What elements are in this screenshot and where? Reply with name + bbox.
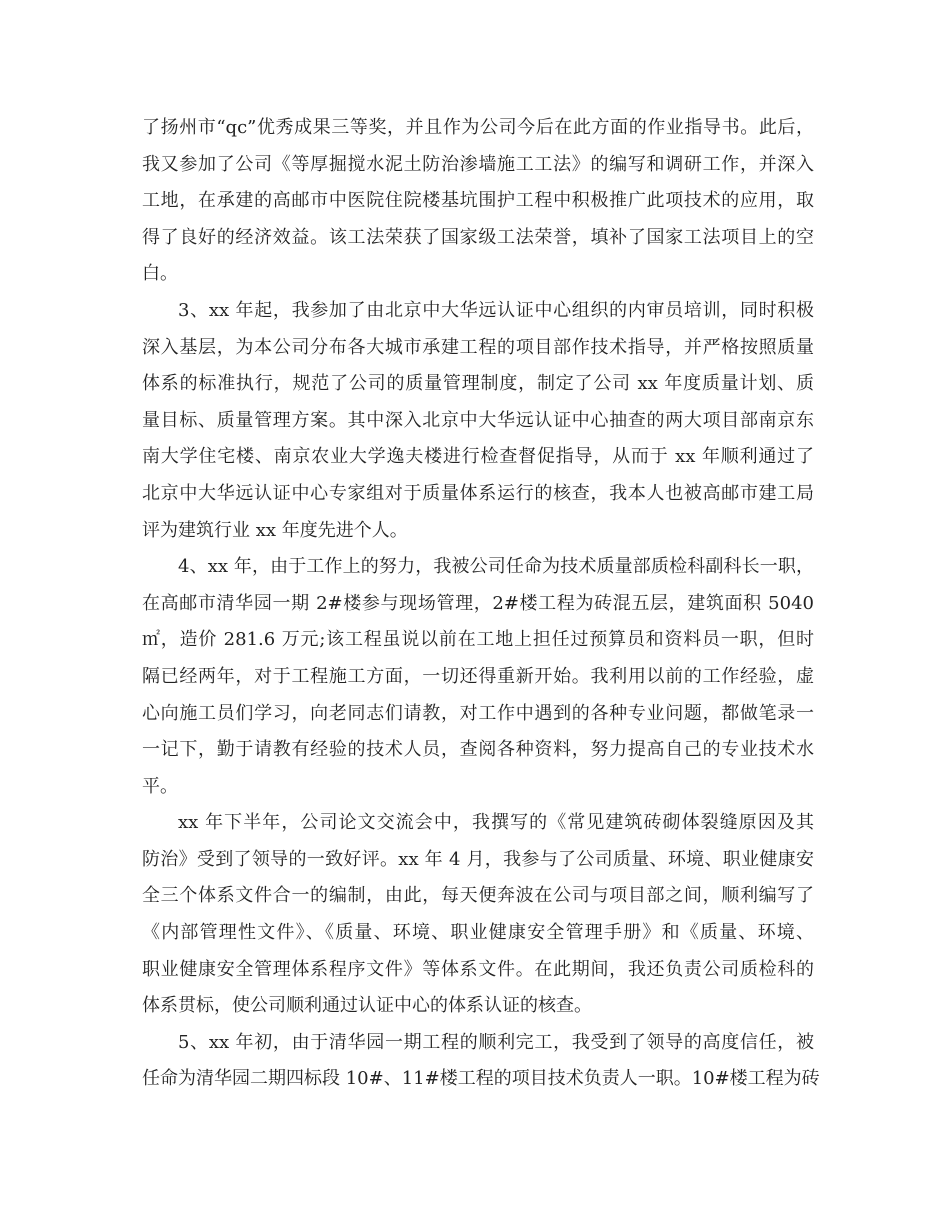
paragraph-line: 评为建筑行业 xx 年度先进个人。: [142, 519, 408, 541]
paragraph-first-line: 3、xx 年起，我参加了由北京中大华远认证中心组织的内审员培训，同时积极: [178, 299, 814, 321]
paragraph-line: 隔已经两年，对于工程施工方面，一切还得重新开始。我利用以前的工作经验，虚: [142, 665, 814, 687]
paragraph-line: 在高邮市清华园一期 2#楼参与现场管理，2#楼工程为砖混五层，建筑面积 5040: [142, 592, 814, 614]
paragraph-line: 了扬州市“qc”优秀成果三等奖，并且作为公司今后在此方面的作业指导书。此后，: [142, 117, 814, 138]
paragraph-line: 体系的标准执行，规范了公司的质量管理制度，制定了公司 xx 年度质量计划、质: [142, 373, 814, 395]
paragraph-line: 北京中大华远认证中心专家组对于质量体系运行的核查，我本人也被高邮市建工局: [142, 482, 814, 504]
paragraph-line: 量目标、质量管理方案。其中深入北京中大华远认证中心抽查的两大项目部南京东: [142, 409, 814, 431]
paragraph-line: 我又参加了公司《等厚掘搅水泥土防治渗墙施工工法》的编写和调研工作，并深入: [142, 153, 814, 175]
paragraph-line: 南大学住宅楼、南京农业大学逸夫楼进行检查督促指导，从而于 xx 年顺利通过了: [142, 446, 814, 468]
paragraph-line: 白。: [142, 263, 178, 285]
paragraph-line: 工地，在承建的高邮市中医院住院楼基坑围护工程中积极推广此项技术的应用，取: [142, 190, 814, 212]
paragraph-first-line: 4、xx 年，由于工作上的努力，我被公司任命为技术质量部质检科副科长一职，: [178, 556, 814, 578]
paragraph-line: 心向施工员们学习，向老同志们请教，对工作中遇到的各种专业问题，都做笔录一: [142, 702, 814, 724]
paragraph-line: 《内部管理性文件》、《质量、环境、职业健康安全管理手册》和《质量、环境、: [142, 922, 814, 944]
paragraph-line: 深入基层，为本公司分布各大城市承建工程的项目部作技术指导，并严格按照质量: [142, 336, 814, 358]
paragraph-line: 一记下，勤于请教有经验的技术人员，查阅各种资料，努力提高自己的专业技术水: [142, 739, 814, 761]
paragraph-line: 任命为清华园二期四标段 10#、11#楼工程的项目技术负责人一职。10#楼工程为砖: [142, 1068, 820, 1090]
paragraph-line: ㎡，造价 281.6 万元;该工程虽说以前在工地上担任过预算员和资料员一职，但时: [142, 629, 814, 651]
paragraph-first-line: xx 年下半年，公司论文交流会中，我撰写的《常见建筑砖砌体裂缝原因及其: [178, 812, 814, 834]
paragraph-line: 全三个体系文件合一的编制，由此，每天便奔波在公司与项目部之间，顺利编写了: [142, 885, 814, 907]
paragraph-line: 体系贯标，使公司顺利通过认证中心的体系认证的核查。: [142, 995, 592, 1017]
paragraph-first-line: 5、xx 年初，由于清华园一期工程的顺利完工，我受到了领导的高度信任，被: [178, 1031, 814, 1053]
paragraph-line: 得了良好的经济效益。该工法荣获了国家级工法荣誉，填补了国家工法项目上的空: [142, 226, 814, 248]
document-body: [142, 110, 820, 1098]
paragraph-line: 防治》受到了领导的一致好评。xx 年 4 月，我参与了公司质量、环境、职业健康安: [142, 848, 814, 870]
paragraph-line: 职业健康安全管理体系程序文件》等体系文件。在此期间，我还负责公司质检科的: [142, 958, 814, 980]
paragraph-line: 平。: [142, 775, 178, 797]
